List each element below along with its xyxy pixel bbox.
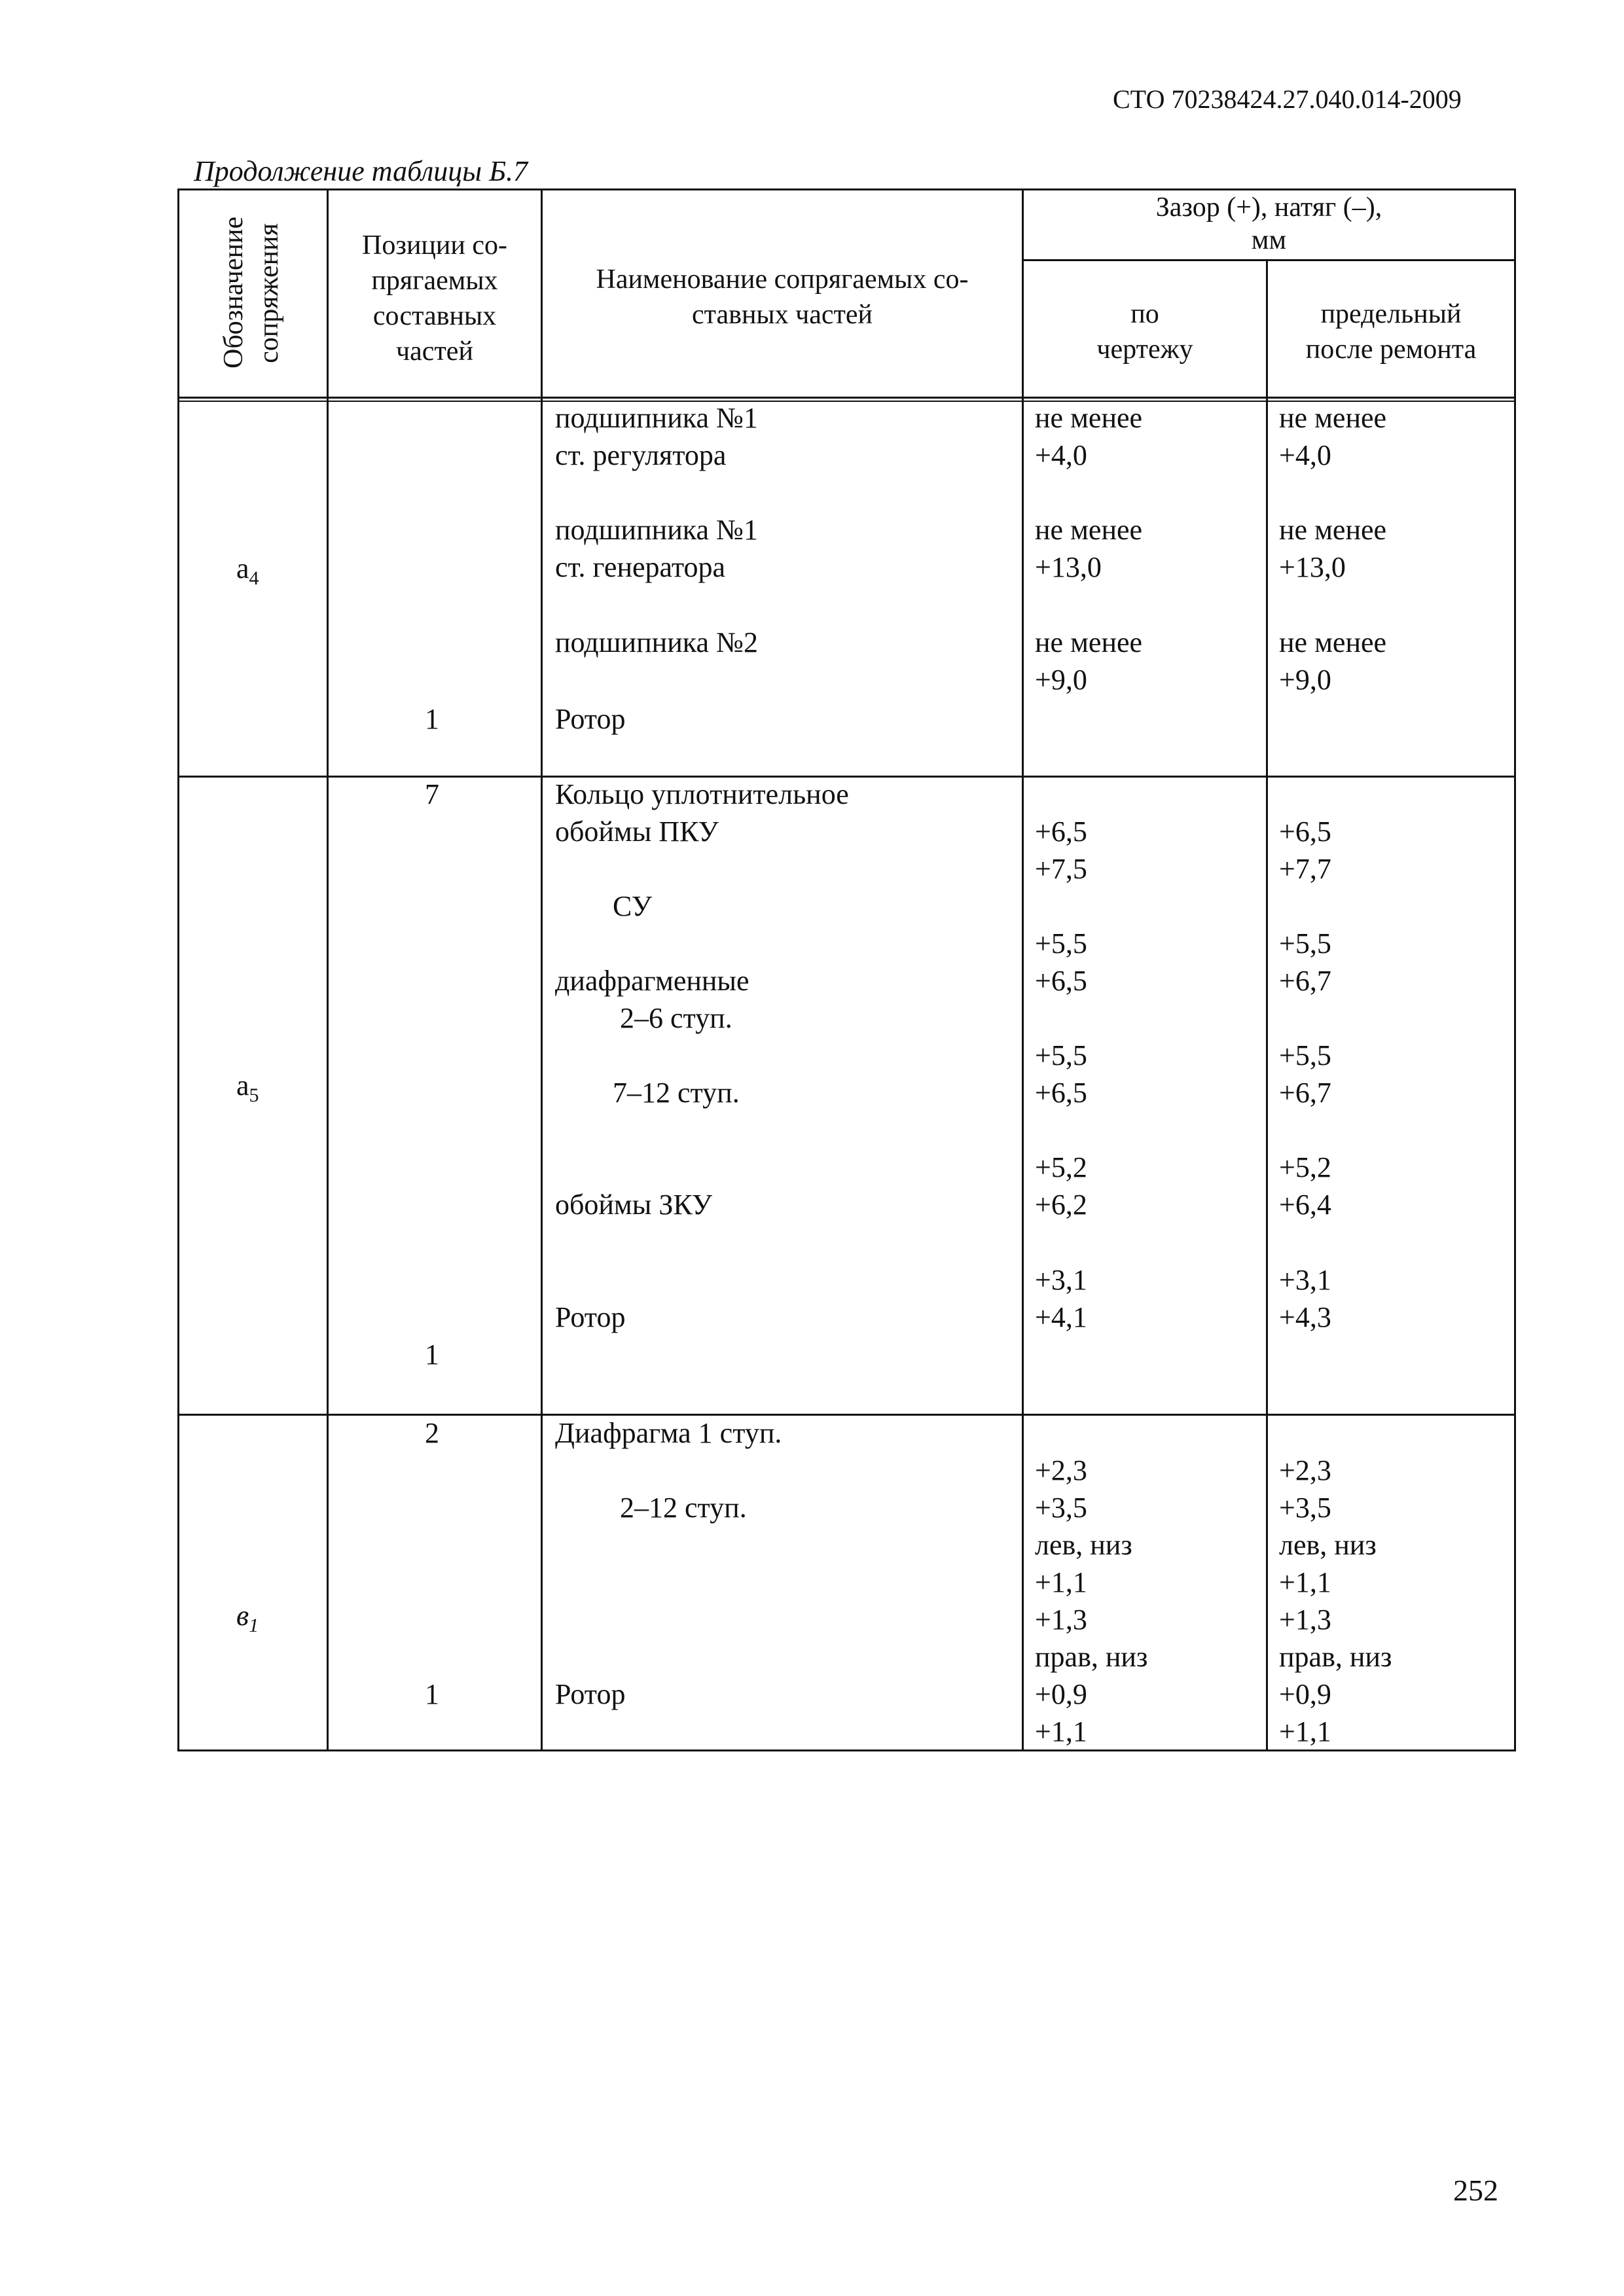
designation-a5 <box>236 1069 259 1107</box>
data-table <box>177 188 1516 1751</box>
page-number: 252 <box>1453 2174 1498 2207</box>
header-name <box>543 262 1022 332</box>
header-drawing <box>1024 296 1266 367</box>
table-cell-limit: +9,0 <box>1279 664 1331 696</box>
header-gap-line: мм <box>1251 225 1287 255</box>
table-cell-position: 7 <box>425 778 439 810</box>
table-cell-name: диафрагменные <box>555 965 749 997</box>
table-cell-name: Диафрагма 1 ступ. <box>555 1417 782 1449</box>
table-cell-limit: +6,7 <box>1279 1077 1331 1109</box>
table-cell-drawing: +9,0 <box>1035 664 1087 696</box>
header-drawing-line: по <box>1130 299 1159 329</box>
table-cell-name: подшипника №1 <box>555 402 758 434</box>
header-designation <box>209 195 294 391</box>
table-cell-limit: +1,1 <box>1279 1715 1331 1748</box>
table-cell-drawing: +3,1 <box>1035 1264 1087 1296</box>
table-cell-name: 2–6 ступ. <box>620 1002 732 1034</box>
table-cell-drawing: не менее <box>1035 402 1143 434</box>
table-cell-limit: +5,2 <box>1279 1151 1331 1183</box>
table-border-left <box>177 188 179 1751</box>
designation-subscript: 4 <box>249 567 259 589</box>
table-cell-limit: не менее <box>1279 626 1387 658</box>
table-cell-drawing: +5,2 <box>1035 1151 1087 1183</box>
header-positions <box>329 228 541 369</box>
header-limit <box>1268 296 1514 367</box>
table-cell-limit: +3,5 <box>1279 1492 1331 1524</box>
document-code: СТО 70238424.27.040.014-2009 <box>1113 84 1462 114</box>
table-cell-drawing: +3,5 <box>1035 1492 1087 1524</box>
header-divider <box>1022 259 1516 261</box>
header-name-line: ставных частей <box>691 300 873 330</box>
header-designation-text: Обозначение сопряжения <box>219 216 284 368</box>
table-cell-name: 7–12 ступ. <box>613 1077 740 1109</box>
table-cell-name: ст. генератора <box>555 551 726 583</box>
table-cell-limit: +6,7 <box>1279 965 1331 997</box>
header-positions-line: прягаемых <box>371 266 498 296</box>
header-positions-line: Позиции со- <box>362 230 507 260</box>
table-cell-drawing: +6,2 <box>1035 1189 1087 1221</box>
table-cell-limit: +4,0 <box>1279 439 1331 471</box>
designation-subscript: 1 <box>249 1615 259 1636</box>
header-limit-line: предельный <box>1320 299 1462 329</box>
table-cell-limit: +6,4 <box>1279 1189 1331 1221</box>
table-cell-drawing: +2,3 <box>1035 1454 1087 1486</box>
header-positions-line: частей <box>396 336 473 367</box>
designation-letter: а <box>236 552 249 584</box>
header-gap <box>1024 191 1514 257</box>
table-cell-limit: +5,5 <box>1279 927 1331 960</box>
table-cell-limit: +1,3 <box>1279 1604 1331 1636</box>
table-cell-drawing: прав, низ <box>1035 1641 1148 1673</box>
table-cell-name: 2–12 ступ. <box>620 1492 747 1524</box>
table-cell-drawing: +13,0 <box>1035 551 1102 583</box>
table-cell-drawing: +0,9 <box>1035 1678 1087 1710</box>
table-cell-name: Кольцо уплотнительное <box>555 778 849 810</box>
column-divider <box>541 188 543 1751</box>
table-cell-drawing: +6,5 <box>1035 816 1087 848</box>
table-cell-limit: +3,1 <box>1279 1264 1331 1296</box>
table-cell-limit: +5,5 <box>1279 1039 1331 1071</box>
table-cell-limit: +13,0 <box>1279 551 1346 583</box>
header-bottom-line <box>177 397 1516 399</box>
table-cell-drawing: не менее <box>1035 514 1143 546</box>
table-cell-limit: лев, низ <box>1279 1529 1377 1561</box>
designation-subscript: 5 <box>249 1085 259 1106</box>
column-divider <box>1266 259 1268 1751</box>
table-cell-position: 2 <box>425 1417 439 1449</box>
designation-letter: в <box>236 1600 249 1632</box>
table-cell-drawing: +4,1 <box>1035 1301 1087 1333</box>
designation-a4 <box>236 552 259 590</box>
table-border-right <box>1514 188 1516 1751</box>
header-name-line: Наименование сопрягаемых со- <box>596 264 969 295</box>
table-cell-limit: +0,9 <box>1279 1678 1331 1710</box>
table-cell-limit: +2,3 <box>1279 1454 1331 1486</box>
column-divider <box>1022 188 1024 1751</box>
table-cell-limit: +7,7 <box>1279 853 1331 885</box>
table-cell-drawing: +4,0 <box>1035 439 1087 471</box>
column-divider <box>327 188 329 1751</box>
table-cell-name: ст. регулятора <box>555 439 727 471</box>
table-cell-drawing: +6,5 <box>1035 1077 1087 1109</box>
table-cell-position: 1 <box>425 703 439 735</box>
table-border-bottom <box>177 1749 1516 1751</box>
table-cell-drawing: +5,5 <box>1035 927 1087 960</box>
table-cell-limit: не менее <box>1279 402 1387 434</box>
designation-letter: а <box>236 1069 249 1102</box>
table-cell-drawing: +1,1 <box>1035 1715 1087 1748</box>
table-border-top <box>177 188 1516 190</box>
table-cell-limit: прав, низ <box>1279 1641 1392 1673</box>
table-cell-name: СУ <box>613 890 652 922</box>
designation-v1 <box>236 1599 259 1637</box>
table-cell-limit: +1,1 <box>1279 1566 1331 1598</box>
table-caption: Продолжение таблицы Б.7 <box>194 155 528 187</box>
table-cell-drawing: +5,5 <box>1035 1039 1087 1071</box>
table-cell-drawing: не менее <box>1035 626 1143 658</box>
table-cell-drawing: +1,1 <box>1035 1566 1087 1598</box>
table-cell-name: подшипника №1 <box>555 514 758 546</box>
table-cell-name: Ротор <box>555 1301 626 1333</box>
header-gap-line: Зазор (+), натяг (–), <box>1155 192 1382 223</box>
table-cell-limit: +4,3 <box>1279 1301 1331 1333</box>
group-divider <box>177 1414 1516 1416</box>
table-cell-name: Ротор <box>555 1678 626 1710</box>
header-positions-line: составных <box>372 301 497 331</box>
table-cell-limit: не менее <box>1279 514 1387 546</box>
table-cell-drawing: лев, низ <box>1035 1529 1132 1561</box>
table-cell-limit: +6,5 <box>1279 816 1331 848</box>
table-cell-name: подшипника №2 <box>555 626 758 658</box>
table-cell-position: 1 <box>425 1338 439 1371</box>
header-drawing-line: чертежу <box>1096 334 1193 365</box>
table-cell-position: 1 <box>425 1678 439 1710</box>
table-cell-name: Ротор <box>555 703 626 735</box>
table-cell-name: обоймы ПКУ <box>555 816 719 848</box>
table-cell-drawing: +7,5 <box>1035 853 1087 885</box>
table-cell-drawing: +1,3 <box>1035 1604 1087 1636</box>
header-limit-line: после ремонта <box>1305 334 1477 365</box>
table-cell-drawing: +6,5 <box>1035 965 1087 997</box>
table-cell-name: обоймы ЗКУ <box>555 1189 713 1221</box>
